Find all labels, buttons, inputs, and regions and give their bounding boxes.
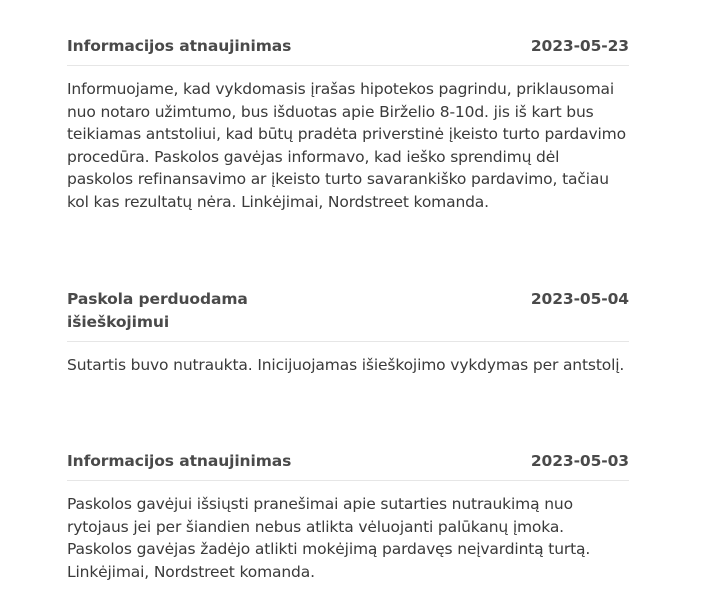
update-title: Paskola perduodama išieškojimui [67,290,248,331]
update-header [67,35,629,66]
update-entry [67,35,629,214]
update-title: Informacijos atnaujinimas [67,37,292,55]
update-header [67,450,629,481]
update-entry [67,450,629,583]
update-date: 2023-05-03 [530,452,629,470]
update-date: 2023-05-23 [530,37,629,55]
update-title: Informacijos atnaujinimas [67,452,292,470]
update-entry [67,288,629,377]
update-header [67,288,629,342]
update-body: Sutartis buvo nutraukta. Inicijuojamas išieškojimo vykdymas per antstolį. [67,356,625,374]
update-date: 2023-05-04 [530,290,629,308]
update-body: Informuojame, kad vykdomasis įrašas hipotekos pagrindu, priklausomai nuo notaro užimtumo, bus išduotas apie Birželio 8-10d. jis iš kart bus teikiamas antstoliui, kad būtų pradėta priverstinė įkeisto turto pardavimo procedūra. Paskolos gavėjas informavo, kad ieško sprendimų dėl paskolos refinansavimo ar įkeisto turto savarankiško pardavimo, tačiau kol kas rezultatų nėra. Linkėjimai, Nordstreet komanda. [67,80,626,211]
update-body: Paskolos gavėjui išsiųsti pranešimai apie sutarties nutraukimą nuo rytojaus jei per šiandien nebus atlikta vėluojanti palūkanų įmoka. Paskolos gavėjas žadėjo atlikti mokėjimą pardavęs neįvardintą turtą. Linkėjimai, Nordstreet komanda. [67,495,591,581]
